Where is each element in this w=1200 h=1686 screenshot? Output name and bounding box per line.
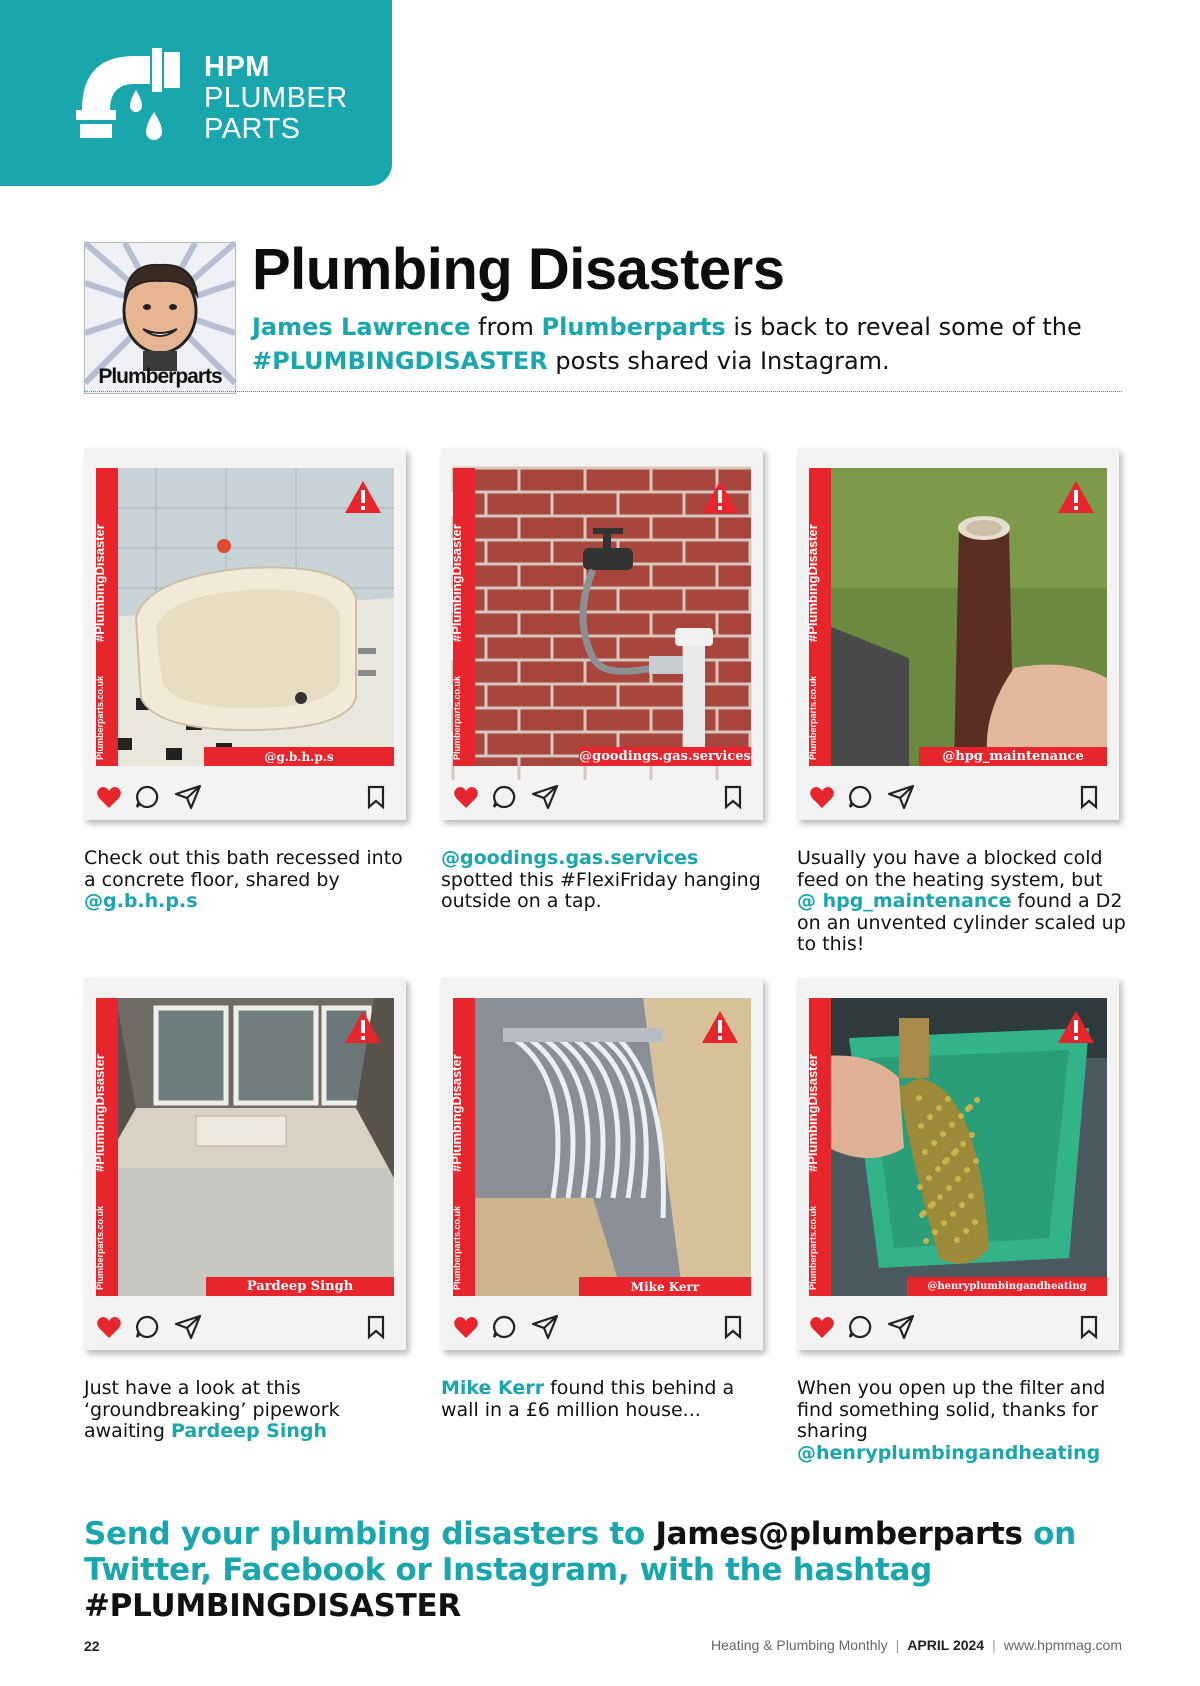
cta-text-a: Send your plumbing disasters to (84, 1516, 656, 1552)
instagram-post-1[interactable] (84, 448, 406, 820)
strip-hashtag: #PlumbingDisaster (805, 524, 820, 642)
share-icon[interactable] (887, 1314, 915, 1344)
post-photo (805, 468, 1107, 766)
like-heart-icon[interactable] (453, 786, 479, 814)
author-name: James Lawrence (252, 313, 471, 341)
caption-4 (84, 1378, 414, 1443)
post-actions (451, 784, 751, 814)
brand-line-1: HPM (204, 51, 270, 83)
post-actions (94, 1314, 394, 1344)
like-heart-icon[interactable] (809, 786, 835, 814)
comment-icon[interactable] (491, 1314, 517, 1344)
bookmark-icon[interactable] (723, 1315, 743, 1343)
hashtag-strip (449, 468, 475, 766)
caption-3 (797, 848, 1127, 956)
instagram-post-4[interactable] (84, 978, 406, 1350)
caption-2-text: spotted this #FlexiFriday hanging outside on a tap. (441, 868, 761, 912)
post-photo (92, 998, 394, 1296)
strip-site: Plumberparts.co.uk (807, 675, 818, 760)
brand-wordmark (204, 52, 348, 145)
share-icon[interactable] (531, 784, 559, 814)
strip-site: Plumberparts.co.uk (451, 675, 462, 760)
post-actions (94, 784, 394, 814)
strip-hashtag: #PlumbingDisaster (449, 524, 464, 642)
post-credit: @g.b.h.p.s (204, 747, 394, 766)
post-credit: Mike Kerr (579, 1277, 751, 1296)
strip-hashtag: #PlumbingDisaster (92, 1054, 107, 1172)
page-number: 22 (84, 1638, 100, 1654)
post-credit: Pardeep Singh (206, 1277, 394, 1296)
post-actions (807, 1314, 1107, 1344)
caption-3-text-a: Usually you have a blocked cold feed on the heating system, but (797, 847, 1103, 891)
caption-1-handle[interactable]: @g.b.h.p.s (84, 890, 198, 912)
author-brand-tag: Plumberparts (98, 365, 222, 388)
post-photo (449, 468, 751, 766)
strip-site: Plumberparts.co.uk (807, 1205, 818, 1290)
intro-rest-1: is back to reveal some of the (725, 313, 1082, 341)
share-icon[interactable] (531, 1314, 559, 1344)
instagram-post-5[interactable] (441, 978, 763, 1350)
post-credit: @henryplumbingandheating (907, 1277, 1107, 1296)
instagram-post-3[interactable] (797, 448, 1119, 820)
share-icon[interactable] (887, 784, 915, 814)
hashtag-strip (92, 468, 118, 766)
caption-6-text: When you open up the filter and find something solid, thanks for sharing (797, 1377, 1106, 1442)
footer-issue: APRIL 2024 (907, 1637, 985, 1653)
caption-3-handle[interactable]: @ hpg_maintenance (797, 890, 1012, 912)
hashtag-strip (92, 998, 118, 1296)
caption-6 (797, 1378, 1127, 1464)
caption-6-handle[interactable]: @henryplumbingandheating (797, 1441, 1101, 1464)
post-photo (805, 998, 1107, 1296)
instagram-post-2[interactable] (441, 448, 763, 820)
intro-hashtag: #PLUMBINGDISASTER (252, 347, 548, 375)
cta-email[interactable]: James@plumberparts (655, 1516, 1023, 1552)
call-to-action (84, 1516, 1144, 1624)
caption-3-text-b: found a D2 on an unvented cylinder scaled up to this! (797, 890, 1126, 955)
caption-1-text: Check out this bath recessed into a concrete floor, shared by (84, 847, 403, 891)
cta-hashtag: #PLUMBINGDISASTER (84, 1588, 461, 1624)
comment-icon[interactable] (847, 1314, 873, 1344)
post-photo (449, 998, 751, 1296)
strip-site: Plumberparts.co.uk (94, 675, 105, 760)
caption-1 (84, 848, 414, 913)
hashtag-strip (805, 468, 831, 766)
brand-header (0, 0, 392, 186)
caption-2 (441, 848, 771, 913)
like-heart-icon[interactable] (96, 1316, 122, 1344)
intro-from: from (470, 313, 542, 341)
post-credit: @goodings.gas.services (579, 749, 751, 764)
brand-line-3: PARTS (204, 113, 301, 145)
bookmark-icon[interactable] (723, 785, 743, 813)
hashtag-strip (805, 998, 831, 1296)
caption-4-text: Just have a look at this ‘groundbreaking’ pipework awaiting (84, 1377, 340, 1442)
intro-rest-2: posts shared via Instagram. (547, 347, 890, 375)
like-heart-icon[interactable] (453, 1316, 479, 1344)
section-divider (84, 391, 1122, 392)
share-icon[interactable] (174, 1314, 202, 1344)
footer-info: Heating & Plumbing Monthly | APRIL 2024 | www.hpmmag.com (711, 1637, 1122, 1653)
strip-site: Plumberparts.co.uk (94, 1205, 105, 1290)
comment-icon[interactable] (847, 784, 873, 814)
instagram-post-6[interactable] (797, 978, 1119, 1350)
like-heart-icon[interactable] (96, 786, 122, 814)
post-actions (451, 1314, 751, 1344)
caption-2-handle[interactable]: @goodings.gas.services (441, 847, 699, 869)
bookmark-icon[interactable] (1079, 1315, 1099, 1343)
caption-5-text: found this behind a wall in a £6 million house... (441, 1377, 735, 1421)
strip-hashtag: #PlumbingDisaster (805, 1054, 820, 1172)
post-credit: @hpg_maintenance (919, 747, 1107, 766)
strip-hashtag: #PlumbingDisaster (449, 1054, 464, 1172)
strip-hashtag: #PlumbingDisaster (92, 524, 107, 642)
intro-text (252, 310, 1132, 378)
brand-line-2: PLUMBER (204, 82, 348, 114)
comment-icon[interactable] (491, 784, 517, 814)
footer-magazine: Heating & Plumbing Monthly (711, 1637, 888, 1653)
hashtag-strip (449, 998, 475, 1296)
share-icon[interactable] (174, 784, 202, 814)
bookmark-icon[interactable] (1079, 785, 1099, 813)
author-photo (84, 242, 236, 394)
caption-5-handle[interactable]: Mike Kerr (441, 1377, 545, 1399)
caption-5 (441, 1378, 771, 1421)
tap-logo-icon (76, 44, 188, 154)
comment-icon[interactable] (134, 1314, 160, 1344)
bookmark-icon[interactable] (366, 1315, 386, 1343)
caption-4-handle[interactable]: Pardeep Singh (170, 1420, 328, 1442)
comment-icon[interactable] (134, 784, 160, 814)
footer-url[interactable]: www.hpmmag.com (1003, 1637, 1122, 1653)
page-title: Plumbing Disasters (252, 237, 785, 302)
strip-site: Plumberparts.co.uk (451, 1205, 462, 1290)
cta-text-b: on Twitter, Facebook or Instagram, with the hashtag (84, 1516, 1076, 1588)
post-photo (92, 468, 394, 766)
bookmark-icon[interactable] (366, 785, 386, 813)
like-heart-icon[interactable] (809, 1316, 835, 1344)
post-actions (807, 784, 1107, 814)
company-name: Plumberparts (541, 313, 726, 341)
